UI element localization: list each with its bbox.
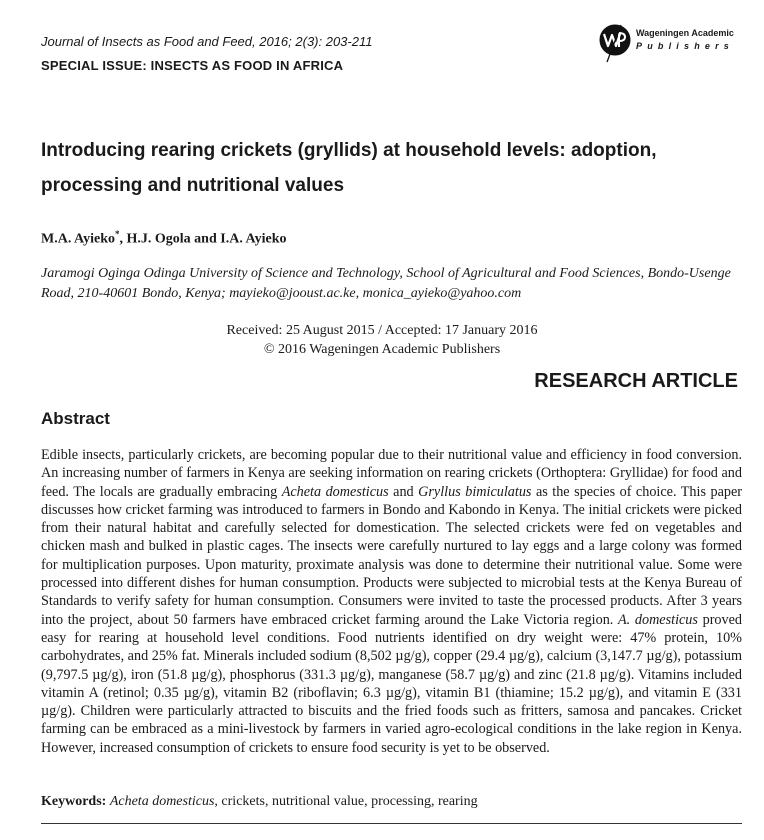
species-name: Gryllus bimiculatus xyxy=(418,483,532,500)
abstract-text: as the species of choice. This paper discusses how cricket farming was introduced to farmers in Bondo and Kabondo in Kenya. The initial crickets were picked from their natural habitat and carefully selected for domestication. The selected crickets were fed on vegetables and chicken mash and bulked in plastic cages. The insects were carefully nurtured to lay eggs and a large colony was formed for multiplication purposes. Upon maturity, proximate analysis was done to determine their nutritional value. Some were processed into different dishes for human consumption. Products were subjected to microbial tests at the Kenya Bureau of Standards to verify safety for human consumption. Consumers were invited to taste the processed products. After 3 years into the project, about 50 farmers have embraced cricket farming around the Lake Victoria region. xyxy=(41,483,742,628)
section-divider xyxy=(41,823,742,824)
affiliation: Jaramogi Oginga Odinga University of Science and Technology, School of Agricultural and Food Sciences, Bondo-Usenge Road, 210-40601 Bondo, Kenya; mayieko@jooust.ac.ke, monica_ayieko@yahoo.com xyxy=(41,266,731,301)
corresponding-author-mark: * xyxy=(115,229,120,239)
species-name: Acheta domesticus xyxy=(281,483,389,500)
abstract-text: proved easy for rearing at household level conditions. Food nutrients identified on dry weight were: 47% protein, 10% carbohydrates, and 25% fat. Minerals included sodium (8,502 µg/g), copper (29.4 µg/g), calcium (3,147.7 µg/g), potassium (9,797.5 µg/g), iron (51.8 µg/g), phosphorus (331.3 µg/g), manganese (58.7 µg/g) and zinc (21.8 µg/g). Vitamins included vitamin A (retinol; 0.35 µg/g), vitamin B2 (riboflavin; 6.3 µg/g), vitamin B1 (thiamine; 15.2 µg/g), and vitamin E (331 µg/g). Children were particularly attracted to biscuits and the fried foods such as fritters, samosa and pancakes. Cricket farming can be embraced as a mini-livestock by farmers in varied agro-ecological conditions in the lake region in Kenya. However, increased consumption of crickets to ensure food security is yet to be observed. xyxy=(41,611,742,756)
article-type-label: RESEARCH ARTICLE xyxy=(534,370,738,392)
article-title: Introducing rearing crickets (gryllids) at household levels: adoption, processing and nutritional values xyxy=(41,140,657,196)
abstract-body xyxy=(41,446,742,757)
publisher-logo xyxy=(595,20,755,70)
publisher-name-line2: Publishers xyxy=(636,41,735,51)
journal-citation: Journal of Insects as Food and Feed, 2016; 2(3): 203-211 xyxy=(41,34,373,49)
received-accepted-dates: Received: 25 August 2015 / Accepted: 17 January 2016 xyxy=(226,323,538,338)
keywords xyxy=(41,794,478,810)
keywords-label: Keywords: xyxy=(41,794,107,809)
species-name: A. domesticus xyxy=(618,611,698,628)
abstract-heading: Abstract xyxy=(41,409,110,428)
abstract-text: and xyxy=(388,483,419,500)
author-coauthors: , H.J. Ogola and I.A. Ayieko xyxy=(119,231,287,247)
special-issue-label: SPECIAL ISSUE: INSECTS AS FOOD IN AFRICA xyxy=(41,58,344,73)
publisher-seal-icon xyxy=(595,20,639,64)
copyright-notice: © 2016 Wageningen Academic Publishers xyxy=(263,342,501,357)
authors xyxy=(41,229,287,248)
keyword-species: Acheta domesticus xyxy=(109,794,215,809)
publisher-name: Wageningen Academic xyxy=(636,28,734,38)
author-lead: M.A. Ayieko xyxy=(41,231,116,247)
abstract-text: Edible insects, particularly crickets, are becoming popular due to their nutritional value and efficiency in food conversion. An increasing number of farmers in Kenya are seeking information on rearing crickets (Orthoptera: Gryllidae) for food and feed. The locals are gradually embracing xyxy=(41,447,742,500)
keywords-list: , crickets, nutritional value, processing, rearing xyxy=(214,794,478,809)
